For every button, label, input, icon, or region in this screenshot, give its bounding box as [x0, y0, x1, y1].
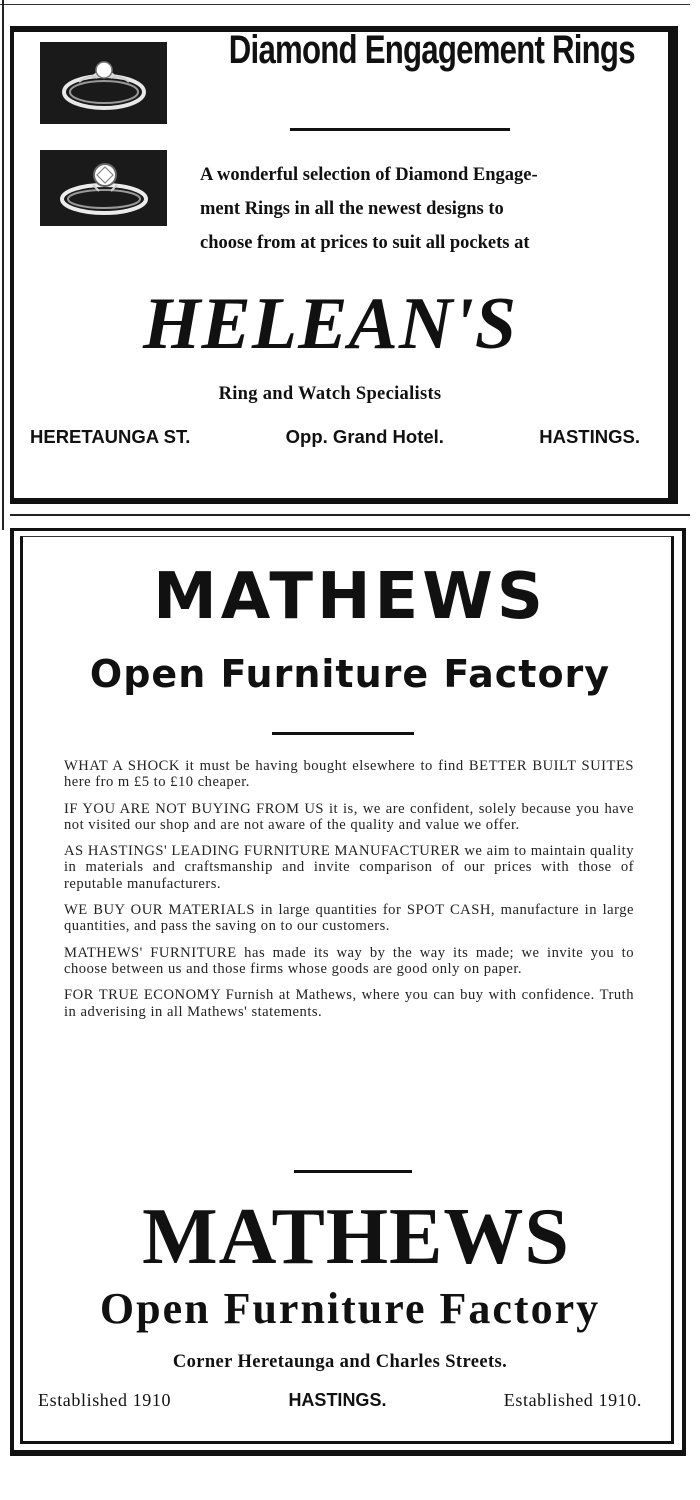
helean-address-landmark: Opp. Grand Hotel.: [285, 426, 444, 447]
solitaire-ring-icon: [49, 155, 159, 221]
helean-headline-rule: [290, 128, 510, 131]
helean-address: [30, 426, 640, 448]
helean-description-line: ment Rings in all the newest designs to: [200, 199, 504, 219]
mathews-body-copy: [64, 758, 634, 1030]
established-left: Established 1910: [38, 1390, 172, 1410]
mathews-footer-headline: MATHEWS: [142, 1193, 570, 1281]
mathews-paragraph: AS HASTINGS' LEADING FURNITURE MANUFACTURER we aim to maintain quality in materials and craftsmanship and invite comparison of our prices with those of reputable manufacturers.: [64, 843, 634, 892]
mathews-headline-rule: [272, 732, 414, 735]
mathews-footer-line: [38, 1390, 642, 1411]
helean-headline: Diamond Engagement Rings: [228, 28, 635, 72]
mathews-paragraph: WHAT A SHOCK it must be having bought elsewhere to find BETTER BUILT SUITES here fro m £5 to £10 cheaper.: [64, 758, 634, 791]
mathews-paragraph: FOR TRUE ECONOMY Furnish at Mathews, where you can buy with confidence. Truth in adverising in all Mathews' statements.: [64, 987, 634, 1020]
helean-description: [200, 158, 640, 260]
ring-illustration-2: [40, 150, 167, 226]
helean-address-town: HASTINGS.: [539, 426, 640, 447]
mathews-footer-subheadline: Open Furniture Factory: [99, 1284, 601, 1333]
mathews-paragraph: MATHEWS' FURNITURE has made its way by the way its made; we invite you to choose between us and those firms whose goods are good only on paper.: [64, 944, 634, 977]
mathews-headline: MATHEWS: [153, 560, 547, 634]
mathews-town: HASTINGS.: [288, 1390, 387, 1410]
helean-description-line: choose from at prices to suit all pockets at: [200, 233, 530, 253]
diamond-ring-icon: [49, 48, 159, 118]
advert-separator-rule: [10, 514, 690, 516]
helean-brand-name: HELEAN'S: [143, 283, 517, 365]
helean-address-street: HERETAUNGA ST.: [30, 426, 191, 447]
mathews-paragraph: IF YOU ARE NOT BUYING FROM US it is, we are confident, solely because you have not visited our shop and are not aware of the quality and value we offer.: [64, 800, 634, 833]
mathews-subheadline: Open Furniture Factory: [89, 652, 611, 696]
top-rule: [0, 4, 690, 5]
mathews-footer-rule: [294, 1170, 412, 1173]
left-margin-rule: [2, 0, 4, 530]
ring-illustration-1: [40, 42, 167, 124]
mathews-paragraph: WE BUY OUR MATERIALS in large quantities for SPOT CASH, manufacture in large quantities, and pass the saving on to our customers.: [64, 902, 634, 935]
helean-description-line: A wonderful selection of Diamond Engage-: [200, 165, 538, 185]
helean-tagline: Ring and Watch Specialists: [218, 384, 442, 404]
mathews-location: Corner Heretaunga and Charles Streets.: [172, 1352, 508, 1372]
established-right: Established 1910.: [503, 1390, 642, 1410]
